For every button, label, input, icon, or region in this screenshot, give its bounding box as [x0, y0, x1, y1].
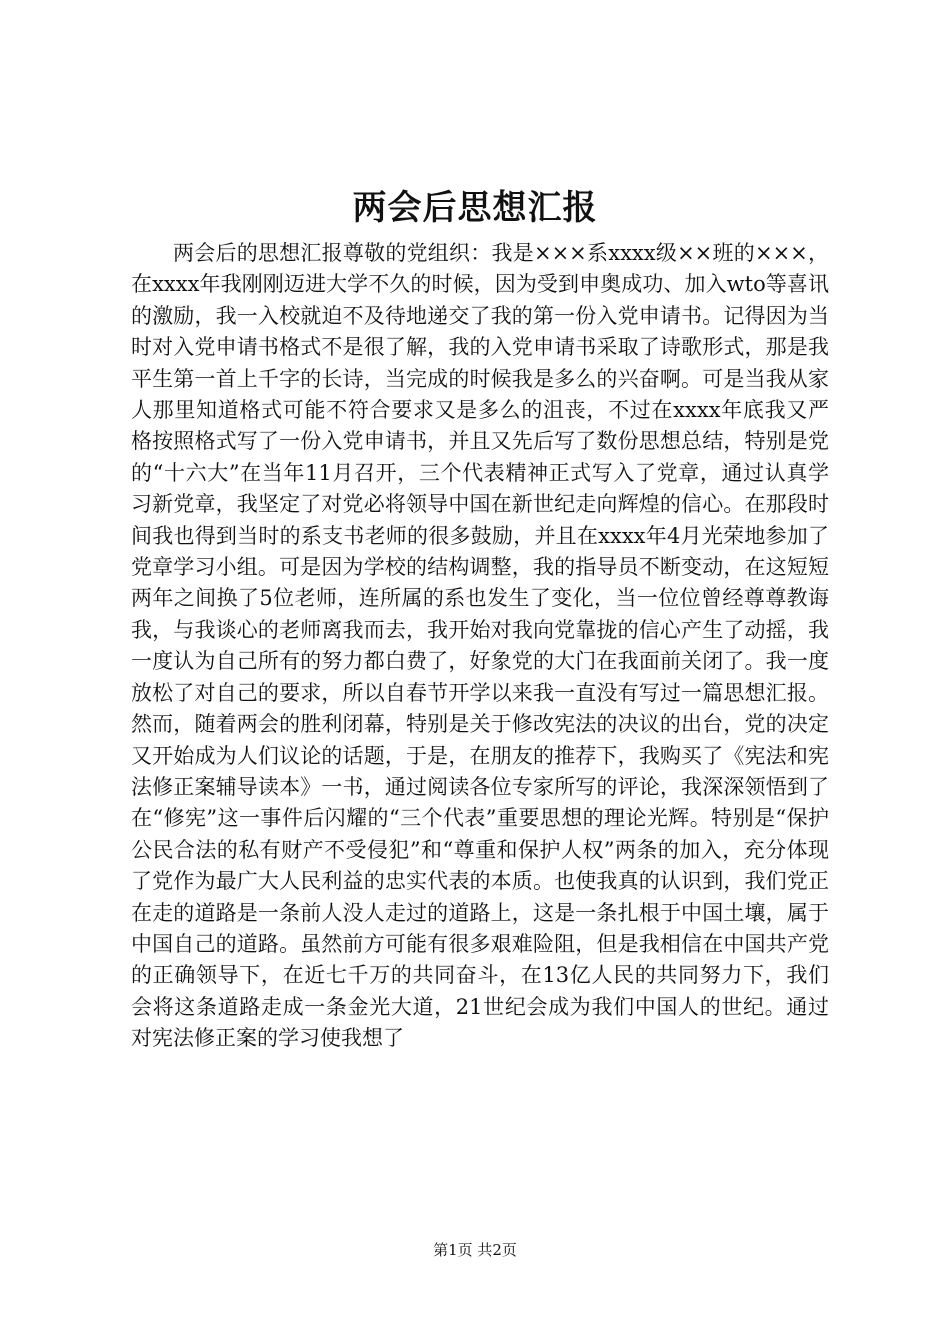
document-body: 两会后的思想汇报尊敬的党组织：我是×××系xxxx级××班的×××，在xxxx年我刚刚迈进大学不久的时候，因为受到申奥成功、加入wto等喜讯的激励，我一入校就迫不及待地递交了我的第一份入党申请书。记得因为当时对入党申请书格式不是很了解，我的入党申请书采取了诗歌形式，那是我平生第一首上千字的长诗，当完成的时候我是多么的兴奋啊。可是当我从家人那里知道格式可能不符合要求又是多么的沮丧，不过在xxxx年底我又严格按照格式写了一份入党申请书，并且又先后写了数份思想总结，特别是党的“十六大”在当年11月召开，三个代表精神正式写入了党章，通过认真学习新党章，我坚定了对党必将领导中国在新世纪走向辉煌的信心。在那段时间我也得到当时的系支书老师的很多鼓励，并且在xxxx年4月光荣地参加了党章学习小组。可是因为学校的结构调整，我的指导员不断变动，在这短短两年之间换了5位老师，连所属的系也发生了变化，当一位位曾经尊尊教诲我，与我谈心的老师离我而去，我开始对我向党靠拢的信心产生了动摇，我一度认为自己所有的努力都白费了，好象党的大门在我面前关闭了。我一度放松了对自己的要求，所以自春节开学以来我一直没有写过一篇思想汇报。然而，随着两会的胜利闭幕，特别是关于修改宪法的决议的出台，党的决定又开始成为人们议论的话题，于是，在朋友的推荐下，我购买了《宪法和宪法修正案辅导读本》一书，通过阅读各位专家所写的评论，我深深领悟到了在“修宪”这一事件后闪耀的“三个代表”重要思想的理论光辉。特别是“保护公民合法的私有财产不受侵犯”和“尊重和保护人权”两条的加入，充分体现了党作为最广大人民利益的忠实代表的本质。也使我真的认识到，我们党正在走的道路是一条前人没人走过的道路上，这是一条扎根于中国土壤，属于中国自己的道路。虽然前方可能有很多艰难险阻，但是我相信在中国共产党的正确领导下，在近七千万的共同奋斗，在13亿人民的共同努力下，我们会将这条道路走成一条金光大道，21世纪会成为我们中国人的世纪。通过对宪法修正案的学习使我想了 [131, 241, 829, 1051]
page-footer [0, 1239, 950, 1261]
page-total: 共2页 [477, 1241, 517, 1259]
page-number: 第1页 [433, 1241, 473, 1259]
document-title: 两会后思想汇报 [352, 188, 598, 228]
